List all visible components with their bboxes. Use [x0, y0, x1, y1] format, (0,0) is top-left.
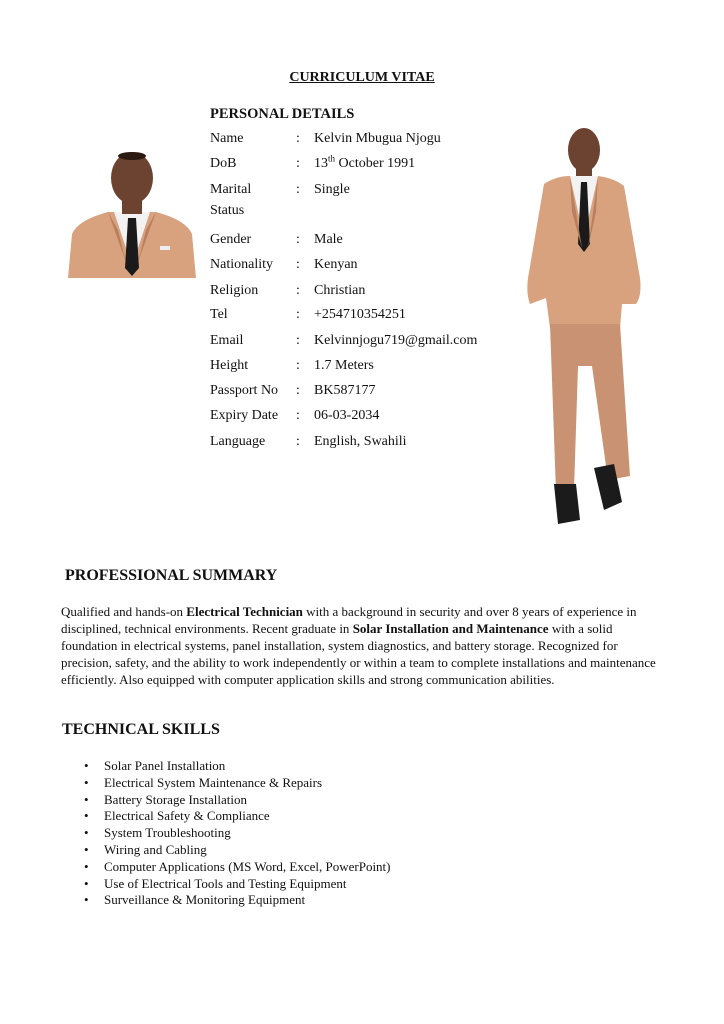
bullet-icon: • [84, 875, 89, 891]
nationality-label: Nationality [210, 257, 273, 272]
expiry-label: Expiry Date [210, 408, 279, 423]
marital-label-line1: Marital [210, 182, 252, 197]
email-label: Email [210, 333, 244, 348]
summary-part1: Qualified and hands-on [61, 604, 187, 619]
colon: : [296, 156, 300, 171]
bullet-icon: • [84, 825, 89, 841]
bullet-icon: • [84, 841, 89, 857]
colon: : [296, 283, 300, 298]
marital-label-line2: Status [210, 203, 245, 218]
list-item [0, 859, 391, 876]
list-item [0, 842, 391, 859]
skill-text: System Troubleshooting [104, 825, 231, 841]
bullet-icon: • [84, 774, 89, 790]
skill-text: Battery Storage Installation [104, 791, 247, 807]
skill-text: Electrical System Maintenance & Repairs [104, 774, 323, 790]
marital-value: Single [314, 182, 350, 197]
language-label: Language [210, 434, 266, 449]
document-title: CURRICULUM VITAE [289, 70, 435, 85]
technical-skills-list [0, 758, 391, 909]
tel-value: +254710354251 [314, 307, 406, 322]
personal-details-heading: PERSONAL DETAILS [210, 106, 355, 122]
bullet-icon: • [84, 858, 89, 874]
list-item [0, 775, 391, 792]
name-value: Kelvin Mbugua Njogu [314, 131, 441, 146]
marital-label [210, 182, 296, 223]
list-item [0, 792, 391, 809]
religion-label: Religion [210, 283, 259, 298]
list-item [0, 808, 391, 825]
bullet-icon: • [84, 808, 89, 824]
email-value: Kelvinnjogu719@gmail.com [314, 333, 478, 348]
dob-value [314, 153, 416, 172]
technical-skills-heading: TECHNICAL SKILLS [62, 721, 220, 738]
colon: : [296, 257, 300, 272]
headshot-photo [68, 150, 196, 278]
skill-text: Wiring and Cabling [104, 841, 207, 857]
colon: : [296, 333, 300, 348]
bullet-icon: • [84, 791, 89, 807]
colon: : [296, 358, 300, 373]
full-body-photo [526, 128, 644, 526]
summary-part2: with a background in security and over 8 years of experience in disciplined, technical environments. Recent graduate in [61, 604, 637, 636]
name-label: Name [210, 131, 244, 146]
colon: : [296, 307, 300, 322]
list-item [0, 892, 391, 909]
passport-value: BK587177 [314, 383, 376, 398]
list-item [0, 876, 391, 893]
dob-suffix: th [328, 153, 336, 164]
skill-text: Solar Panel Installation [104, 758, 226, 773]
summary-bold1: Electrical Technician [186, 604, 303, 619]
bullet-icon: • [84, 758, 89, 773]
passport-label: Passport No [210, 383, 279, 398]
language-value: English, Swahili [314, 434, 407, 449]
professional-summary-text [61, 603, 661, 688]
gender-value: Male [314, 232, 343, 247]
colon: : [296, 383, 300, 398]
tel-label: Tel [210, 307, 228, 322]
colon: : [296, 434, 300, 449]
skill-text: Use of Electrical Tools and Testing Equipment [104, 875, 347, 891]
professional-summary-heading: PROFESSIONAL SUMMARY [65, 567, 278, 584]
colon: : [296, 232, 300, 247]
summary-bold2: Solar Installation and Maintenance [352, 621, 549, 636]
expiry-value: 06-03-2034 [314, 408, 380, 423]
religion-value: Christian [314, 283, 366, 298]
nationality-value: Kenyan [314, 257, 358, 272]
skill-text: Electrical Safety & Compliance [104, 808, 270, 824]
height-label: Height [210, 358, 249, 373]
summary-part3: with a solid foundation in electrical systems, panel installation, system diagnostics, and battery storage. Recognized for precision, safety, and the ability to work independently or within a team to complete installations and maintenance efficiently. Also equipped with computer application skills and strong communication abilities. [61, 621, 656, 687]
colon: : [296, 131, 300, 146]
list-item [0, 758, 391, 775]
gender-label: Gender [210, 232, 252, 247]
skill-text: Computer Applications (MS Word, Excel, PowerPoint) [104, 858, 391, 874]
list-item [0, 825, 391, 842]
colon: : [296, 408, 300, 423]
skill-text: Surveillance & Monitoring Equipment [104, 892, 306, 908]
dob-label: DoB [210, 156, 237, 171]
bullet-icon: • [84, 892, 89, 908]
dob-rest: October 1991 [335, 156, 416, 171]
height-value: 1.7 Meters [314, 358, 374, 373]
dob-day: 13 [314, 156, 328, 171]
colon: : [296, 182, 300, 197]
